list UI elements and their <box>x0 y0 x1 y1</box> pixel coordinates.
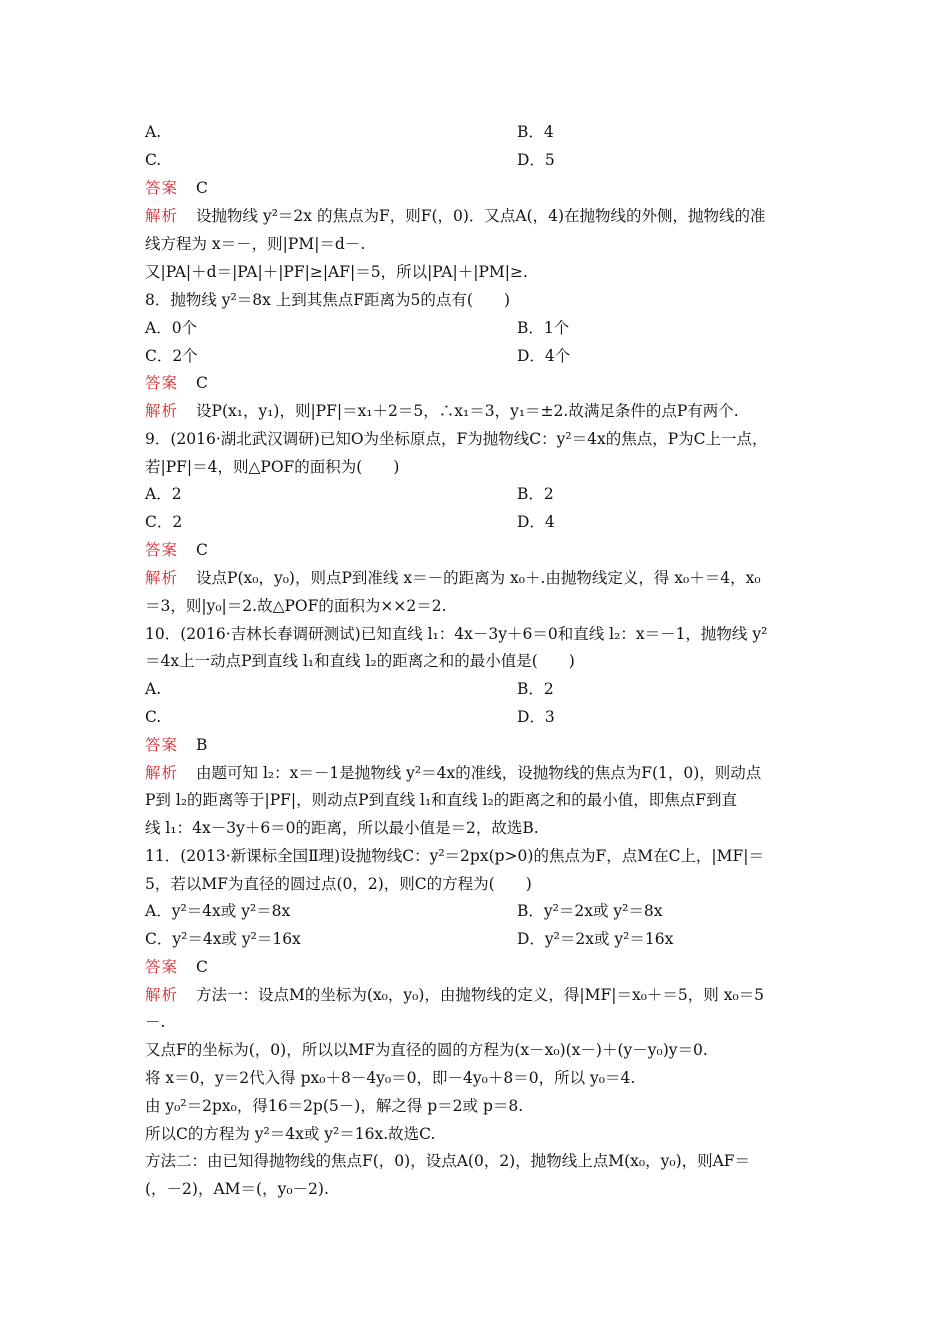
q10-analysis-line-2: P到 l₂的距离等于|PF|，则动点P到直线 l₁和直线 l₂的距离之和的最小值，即焦点F到直 <box>145 791 738 809</box>
q9-analysis-line-2: ＝3，则|y₀|＝2.故△POF的面积为××2＝2. <box>145 597 447 615</box>
analysis-text: 设P(x₁，y₁)，则|PF|＝x₁＋2＝5，∴x₁＝3，y₁＝±2.故满足条件的点P有两个. <box>196 402 739 420</box>
answer-value: B <box>196 736 208 754</box>
q9-stem-line-1: 9．(2016·湖北武汉调研)已知O为坐标原点，F为抛物线C：y²＝4x的焦点，P为C上一点， <box>145 430 768 448</box>
q10-analysis-line-3: 线 l₁：4x－3y＋6＝0的距离，所以最小值是＝2，故选B. <box>145 819 539 837</box>
q10-answer <box>145 735 207 755</box>
q9-stem-line-2: 若|PF|＝4，则△POF的面积为( ) <box>145 458 400 476</box>
q8-option-d: D．4个 <box>517 347 571 365</box>
answer-label: 答案 <box>145 958 179 976</box>
q8-option-c: C．2个 <box>145 347 198 365</box>
answer-label: 答案 <box>145 541 179 559</box>
q11-analysis-line-5: 由 y₀²＝2px₀，得16＝2p(5－)，解之得 p＝2或 p＝8. <box>145 1097 524 1115</box>
analysis-label: 解析 <box>145 207 179 225</box>
q11-option-c: C．y²＝4x或 y²＝16x <box>145 930 301 948</box>
q11-analysis-line-7: 方法二：由已知得抛物线的焦点F(，0)，设点A(0，2)，抛物线上点M(x₀，y₀)，则AF＝ <box>145 1152 751 1170</box>
answer-value: C <box>196 958 208 976</box>
answer-value: C <box>196 541 208 559</box>
answer-value: C <box>196 374 208 392</box>
q8-answer <box>145 373 208 393</box>
analysis-text: 设抛物线 y²＝2x 的焦点为F，则F(，0)．又点A(，4)在抛物线的外侧，抛物线的准 <box>196 207 766 225</box>
q9-option-d: D．4 <box>517 513 555 531</box>
q7-option-b: B．4 <box>517 123 554 141</box>
answer-label: 答案 <box>145 736 179 754</box>
q10-option-c: C. <box>145 708 162 726</box>
q10-option-d: D．3 <box>517 708 555 726</box>
q10-option-b: B．2 <box>517 680 554 698</box>
q8-option-b: B．1个 <box>517 319 570 337</box>
analysis-label: 解析 <box>145 402 179 420</box>
q11-analysis-line-3: 又点F的坐标为(，0)，所以以MF为直径的圆的方程为(x－x₀)(x－)＋(y－y₀)y＝0. <box>145 1041 708 1059</box>
q9-option-a: A．2 <box>145 485 182 503</box>
q8-option-a: A．0个 <box>145 319 198 337</box>
q11-stem-line-1: 11．(2013·新课标全国Ⅱ理)设抛物线C：y²＝2px(p>0)的焦点为F，点M在C上，|MF|＝ <box>145 847 765 865</box>
q11-analysis-line-6: 所以C的方程为 y²＝4x或 y²＝16x.故选C. <box>145 1125 436 1143</box>
q11-analysis-line-8: (，－2)，AM＝(，y₀－2). <box>145 1180 329 1198</box>
q8-stem: 8．抛物线 y²＝8x 上到其焦点F距离为5的点有( ) <box>145 291 511 309</box>
answer-label: 答案 <box>145 374 179 392</box>
q9-analysis-line-1 <box>145 568 761 588</box>
q7-analysis-line-1 <box>145 206 766 226</box>
answer-label: 答案 <box>145 179 179 197</box>
analysis-label: 解析 <box>145 986 179 1004</box>
q7-option-d: D．5 <box>517 151 555 169</box>
q11-option-d: D．y²＝2x或 y²＝16x <box>517 930 674 948</box>
q11-answer <box>145 957 208 977</box>
q11-option-a: A．y²＝4x或 y²＝8x <box>145 902 291 920</box>
q9-option-c: C．2 <box>145 513 183 531</box>
q10-option-a: A. <box>145 680 162 698</box>
q11-option-b: B．y²＝2x或 y²＝8x <box>517 902 663 920</box>
analysis-text: 方法一：设点M的坐标为(x₀，y₀)，由抛物线的定义，得|MF|＝x₀＋＝5，则 x₀＝5 <box>196 986 765 1004</box>
analysis-text: 设点P(x₀，y₀)，则点P到准线 x＝－的距离为 x₀＋.由抛物线定义，得 x₀＋＝4，x₀ <box>196 569 761 587</box>
q7-analysis-line-2: 线方程为 x＝－，则|PM|＝d－. <box>145 235 366 253</box>
q10-stem-line-2: ＝4x上一动点P到直线 l₁和直线 l₂的距离之和的最小值是( ) <box>145 652 575 670</box>
q7-option-a: A. <box>145 123 162 141</box>
q10-stem-line-1: 10．(2016·吉林长春调研测试)已知直线 l₁：4x－3y＋6＝0和直线 l₂：x＝－1，抛物线 y² <box>145 625 768 643</box>
analysis-label: 解析 <box>145 569 179 587</box>
answer-value: C <box>196 179 208 197</box>
q7-option-c: C. <box>145 151 162 169</box>
q9-answer <box>145 540 208 560</box>
q8-analysis-line-1 <box>145 401 739 421</box>
q11-analysis-line-4: 将 x＝0，y＝2代入得 px₀＋8－4y₀＝0，即－4y₀＋8＝0，所以 y₀＝4. <box>145 1069 636 1087</box>
q9-option-b: B．2 <box>517 485 554 503</box>
q11-analysis-line-1 <box>145 985 764 1005</box>
analysis-text: 由题可知 l₂：x＝－1是抛物线 y²＝4x的准线，设抛物线的焦点为F(1，0)，则动点 <box>196 764 762 782</box>
q10-analysis-line-1 <box>145 763 761 783</box>
analysis-label: 解析 <box>145 764 179 782</box>
q11-analysis-line-2: －. <box>145 1013 166 1031</box>
q7-analysis-line-3: 又|PA|＋d＝|PA|＋|PF|≥|AF|＝5，所以|PA|＋|PM|≥. <box>145 263 528 281</box>
q11-stem-line-2: 5，若以MF为直径的圆过点(0，2)，则C的方程为( ) <box>145 875 532 893</box>
q7-answer <box>145 178 208 198</box>
